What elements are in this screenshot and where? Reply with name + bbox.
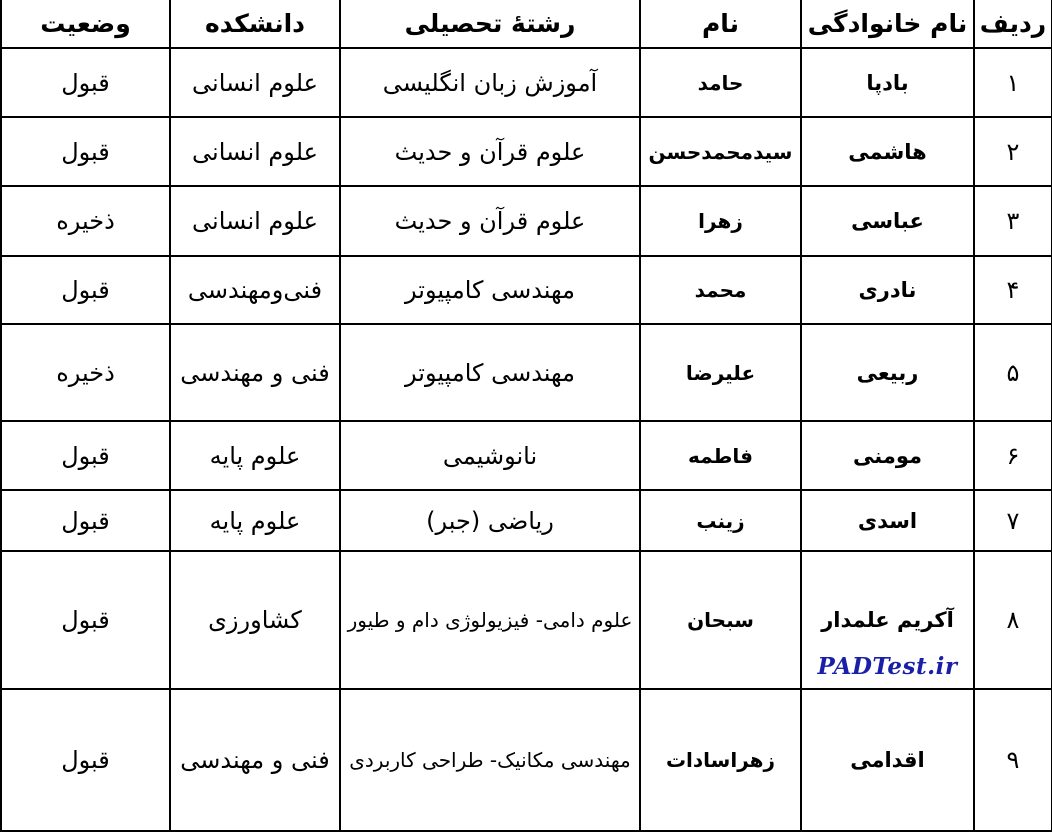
site-watermark: PADTest.ir <box>817 653 958 680</box>
cell-faculty: علوم انسانی <box>170 186 340 256</box>
cell-major: نانوشیمی <box>340 421 640 490</box>
cell-name: فاطمه <box>640 421 801 490</box>
cell-faculty: علوم انسانی <box>170 48 340 117</box>
cell-family: هاشمی <box>801 117 974 186</box>
cell-index: ۳ <box>974 186 1052 256</box>
cell-major: علوم قرآن و حدیث <box>340 186 640 256</box>
cell-faculty: علوم انسانی <box>170 117 340 186</box>
cell-index: ۵ <box>974 324 1052 421</box>
header-index: ردیف <box>974 0 1052 48</box>
cell-index: ۸ <box>974 551 1052 689</box>
cell-name: زهرا <box>640 186 801 256</box>
cell-major: علوم قرآن و حدیث <box>340 117 640 186</box>
cell-family: عباسی <box>801 186 974 256</box>
cell-status: قبول <box>1 490 170 551</box>
cell-family: بادپا <box>801 48 974 117</box>
cell-faculty: فنی و مهندسی <box>170 689 340 831</box>
table-row <box>1 48 1052 117</box>
cell-status: قبول <box>1 256 170 324</box>
header-status: وضعیت <box>1 0 170 48</box>
cell-status: قبول <box>1 421 170 490</box>
cell-faculty: علوم پایه <box>170 421 340 490</box>
cell-name: محمد <box>640 256 801 324</box>
table-row <box>1 689 1052 831</box>
cell-family: ربیعی <box>801 324 974 421</box>
table-row <box>1 324 1052 421</box>
cell-name: زهراسادات <box>640 689 801 831</box>
cell-index: ۲ <box>974 117 1052 186</box>
cell-major: مهندسی کامپیوتر <box>340 324 640 421</box>
header-faculty: دانشکده <box>170 0 340 48</box>
cell-index: ۹ <box>974 689 1052 831</box>
table-row <box>1 490 1052 551</box>
cell-status: قبول <box>1 117 170 186</box>
cell-status: ذخیره <box>1 186 170 256</box>
header-major: رشتۀ تحصیلی <box>340 0 640 48</box>
cell-major: مهندسی مکانیک- طراحی کاربردی <box>340 689 640 831</box>
cell-status: قبول <box>1 689 170 831</box>
cell-name: سیدمحمدحسن <box>640 117 801 186</box>
cell-major: ریاضی (جبر) <box>340 490 640 551</box>
header-row <box>1 0 1052 48</box>
cell-major: آموزش زبان انگلیسی <box>340 48 640 117</box>
cell-family <box>801 551 974 689</box>
cell-name: حامد <box>640 48 801 117</box>
cell-family: نادری <box>801 256 974 324</box>
cell-family: اسدی <box>801 490 974 551</box>
cell-index: ۴ <box>974 256 1052 324</box>
cell-family-text: آکریم علمدار <box>821 608 954 632</box>
table-row <box>1 186 1052 256</box>
cell-status: ذخیره <box>1 324 170 421</box>
cell-name: علیرضا <box>640 324 801 421</box>
cell-name: سبحان <box>640 551 801 689</box>
table-row <box>1 256 1052 324</box>
table-row <box>1 551 1052 689</box>
cell-major: علوم دامی- فیزیولوژی دام و طیور <box>340 551 640 689</box>
table-row <box>1 117 1052 186</box>
cell-faculty: فنی و مهندسی <box>170 324 340 421</box>
cell-status: قبول <box>1 48 170 117</box>
cell-status: قبول <box>1 551 170 689</box>
cell-index: ۷ <box>974 490 1052 551</box>
cell-index: ۶ <box>974 421 1052 490</box>
cell-family: مومنی <box>801 421 974 490</box>
cell-faculty: فنی‌ومهندسی <box>170 256 340 324</box>
cell-faculty: علوم پایه <box>170 490 340 551</box>
table-row <box>1 421 1052 490</box>
cell-faculty: کشاورزی <box>170 551 340 689</box>
header-name: نام <box>640 0 801 48</box>
cell-name: زینب <box>640 490 801 551</box>
cell-index: ۱ <box>974 48 1052 117</box>
cell-major: مهندسی کامپیوتر <box>340 256 640 324</box>
header-family: نام خانوادگی <box>801 0 974 48</box>
cell-family: اقدامی <box>801 689 974 831</box>
